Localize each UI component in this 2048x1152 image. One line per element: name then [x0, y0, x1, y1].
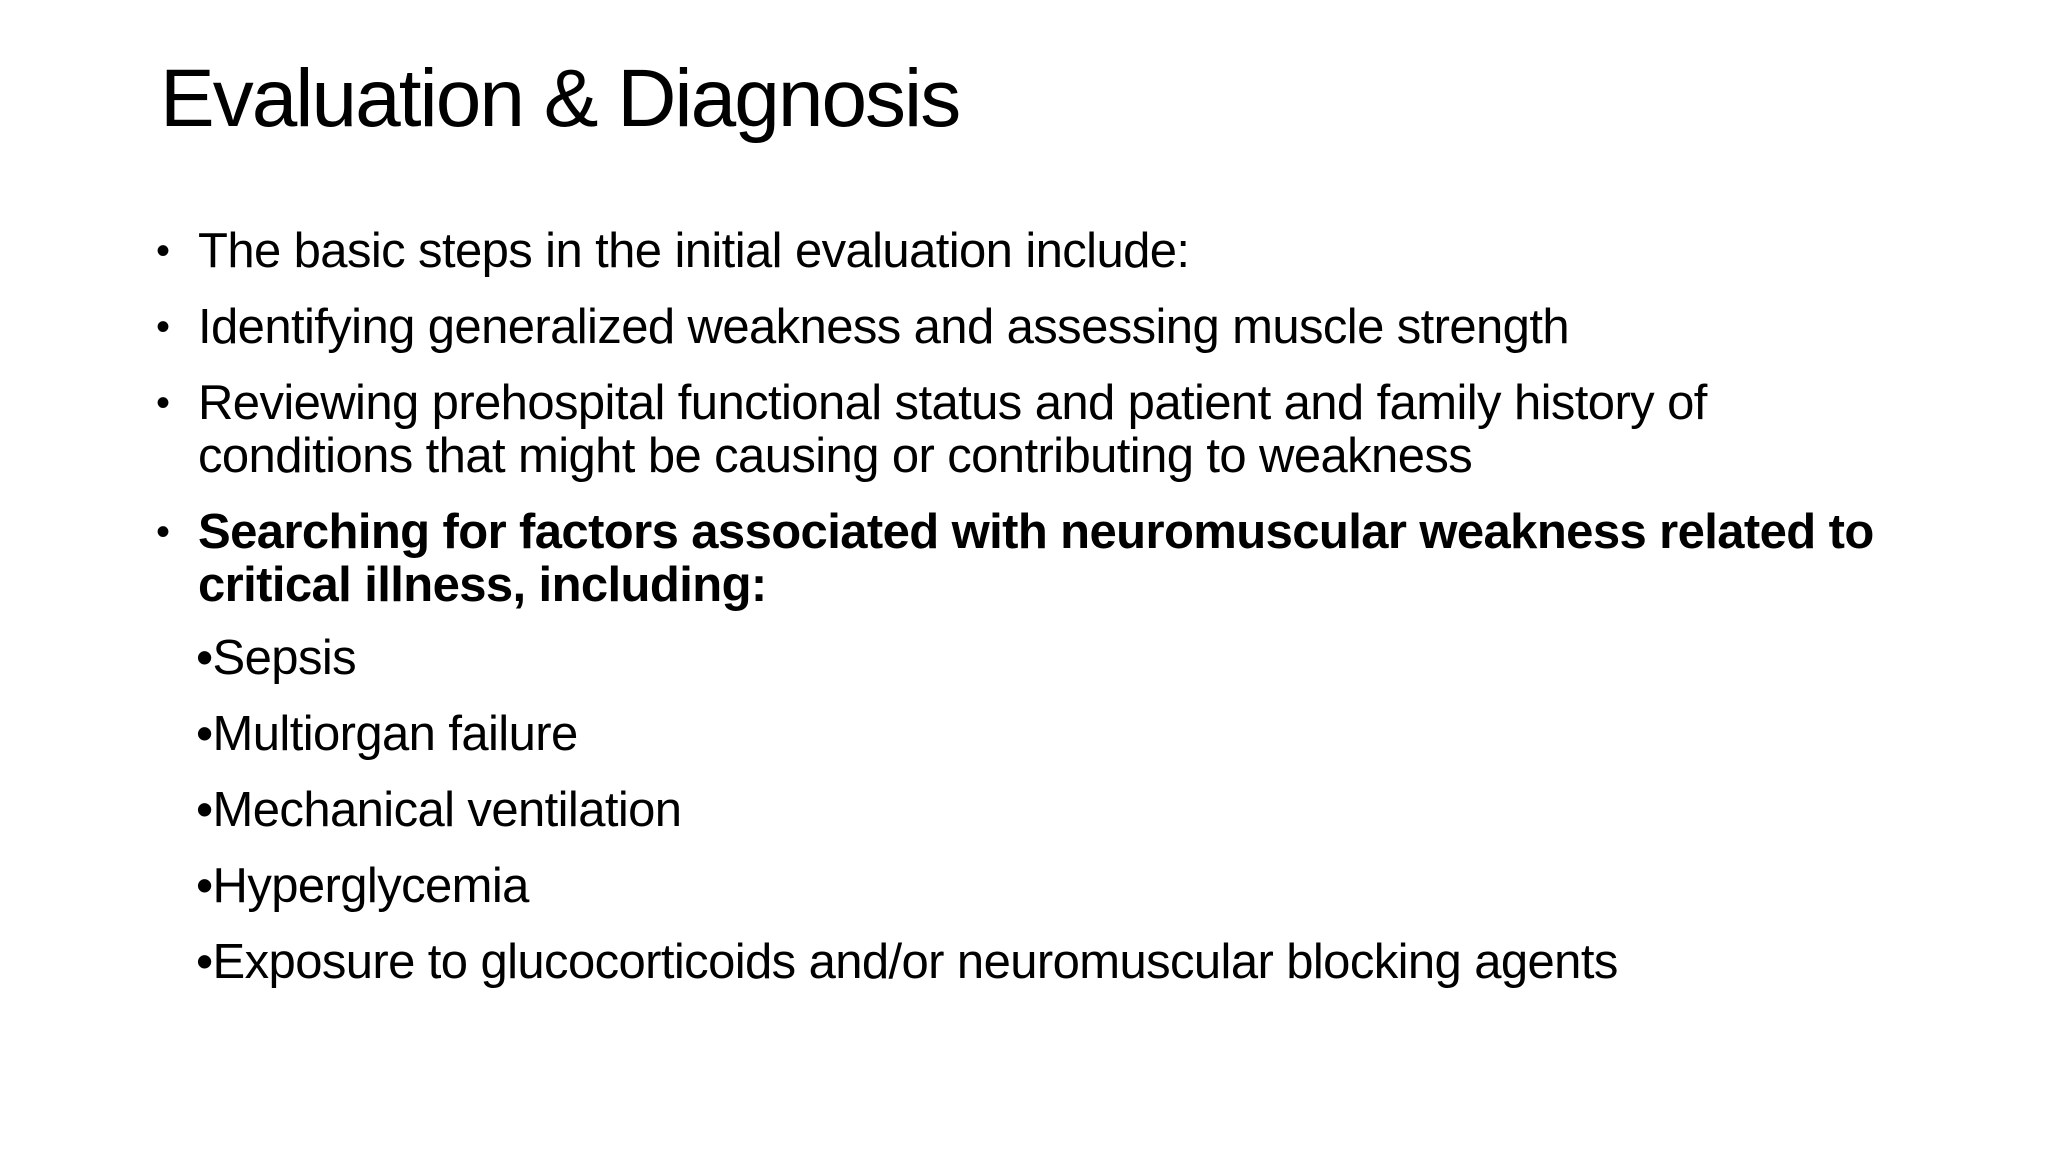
bullet-text: Searching for factors associated with neuromuscular weakness related to critical illness, including:	[198, 505, 1874, 612]
bullet-text: The basic steps in the initial evaluation include:	[198, 224, 1190, 278]
bullet-item	[156, 301, 1916, 354]
sub-bullet-item: •Sepsis	[196, 631, 357, 685]
sub-bullet-item: •Multiorgan failure	[196, 707, 578, 761]
sub-bullet-item: •Hyperglycemia	[196, 859, 529, 913]
bullet-text: Identifying generalized weakness and assessing muscle strength	[198, 300, 1570, 354]
sub-bullet-item: •Exposure to glucocorticoids and/or neuromuscular blocking agents	[196, 935, 1618, 989]
bullet-text: Reviewing prehospital functional status and patient and family history of conditions that might be causing or contributing to weakness	[198, 376, 1707, 483]
bullet-marker: •	[156, 381, 170, 425]
bullet-item	[156, 225, 1916, 278]
bullet-list	[156, 225, 1916, 635]
bullet-marker: •	[156, 305, 170, 349]
bullet-item-emphasized	[156, 506, 1916, 612]
bullet-marker: •	[156, 229, 170, 273]
bullet-marker: •	[156, 510, 170, 554]
sub-bullet-item: •Mechanical ventilation	[196, 783, 682, 837]
slide-title: Evaluation & Diagnosis	[160, 53, 960, 144]
sub-bullet-list	[196, 632, 1618, 1012]
bullet-item	[156, 377, 1916, 483]
